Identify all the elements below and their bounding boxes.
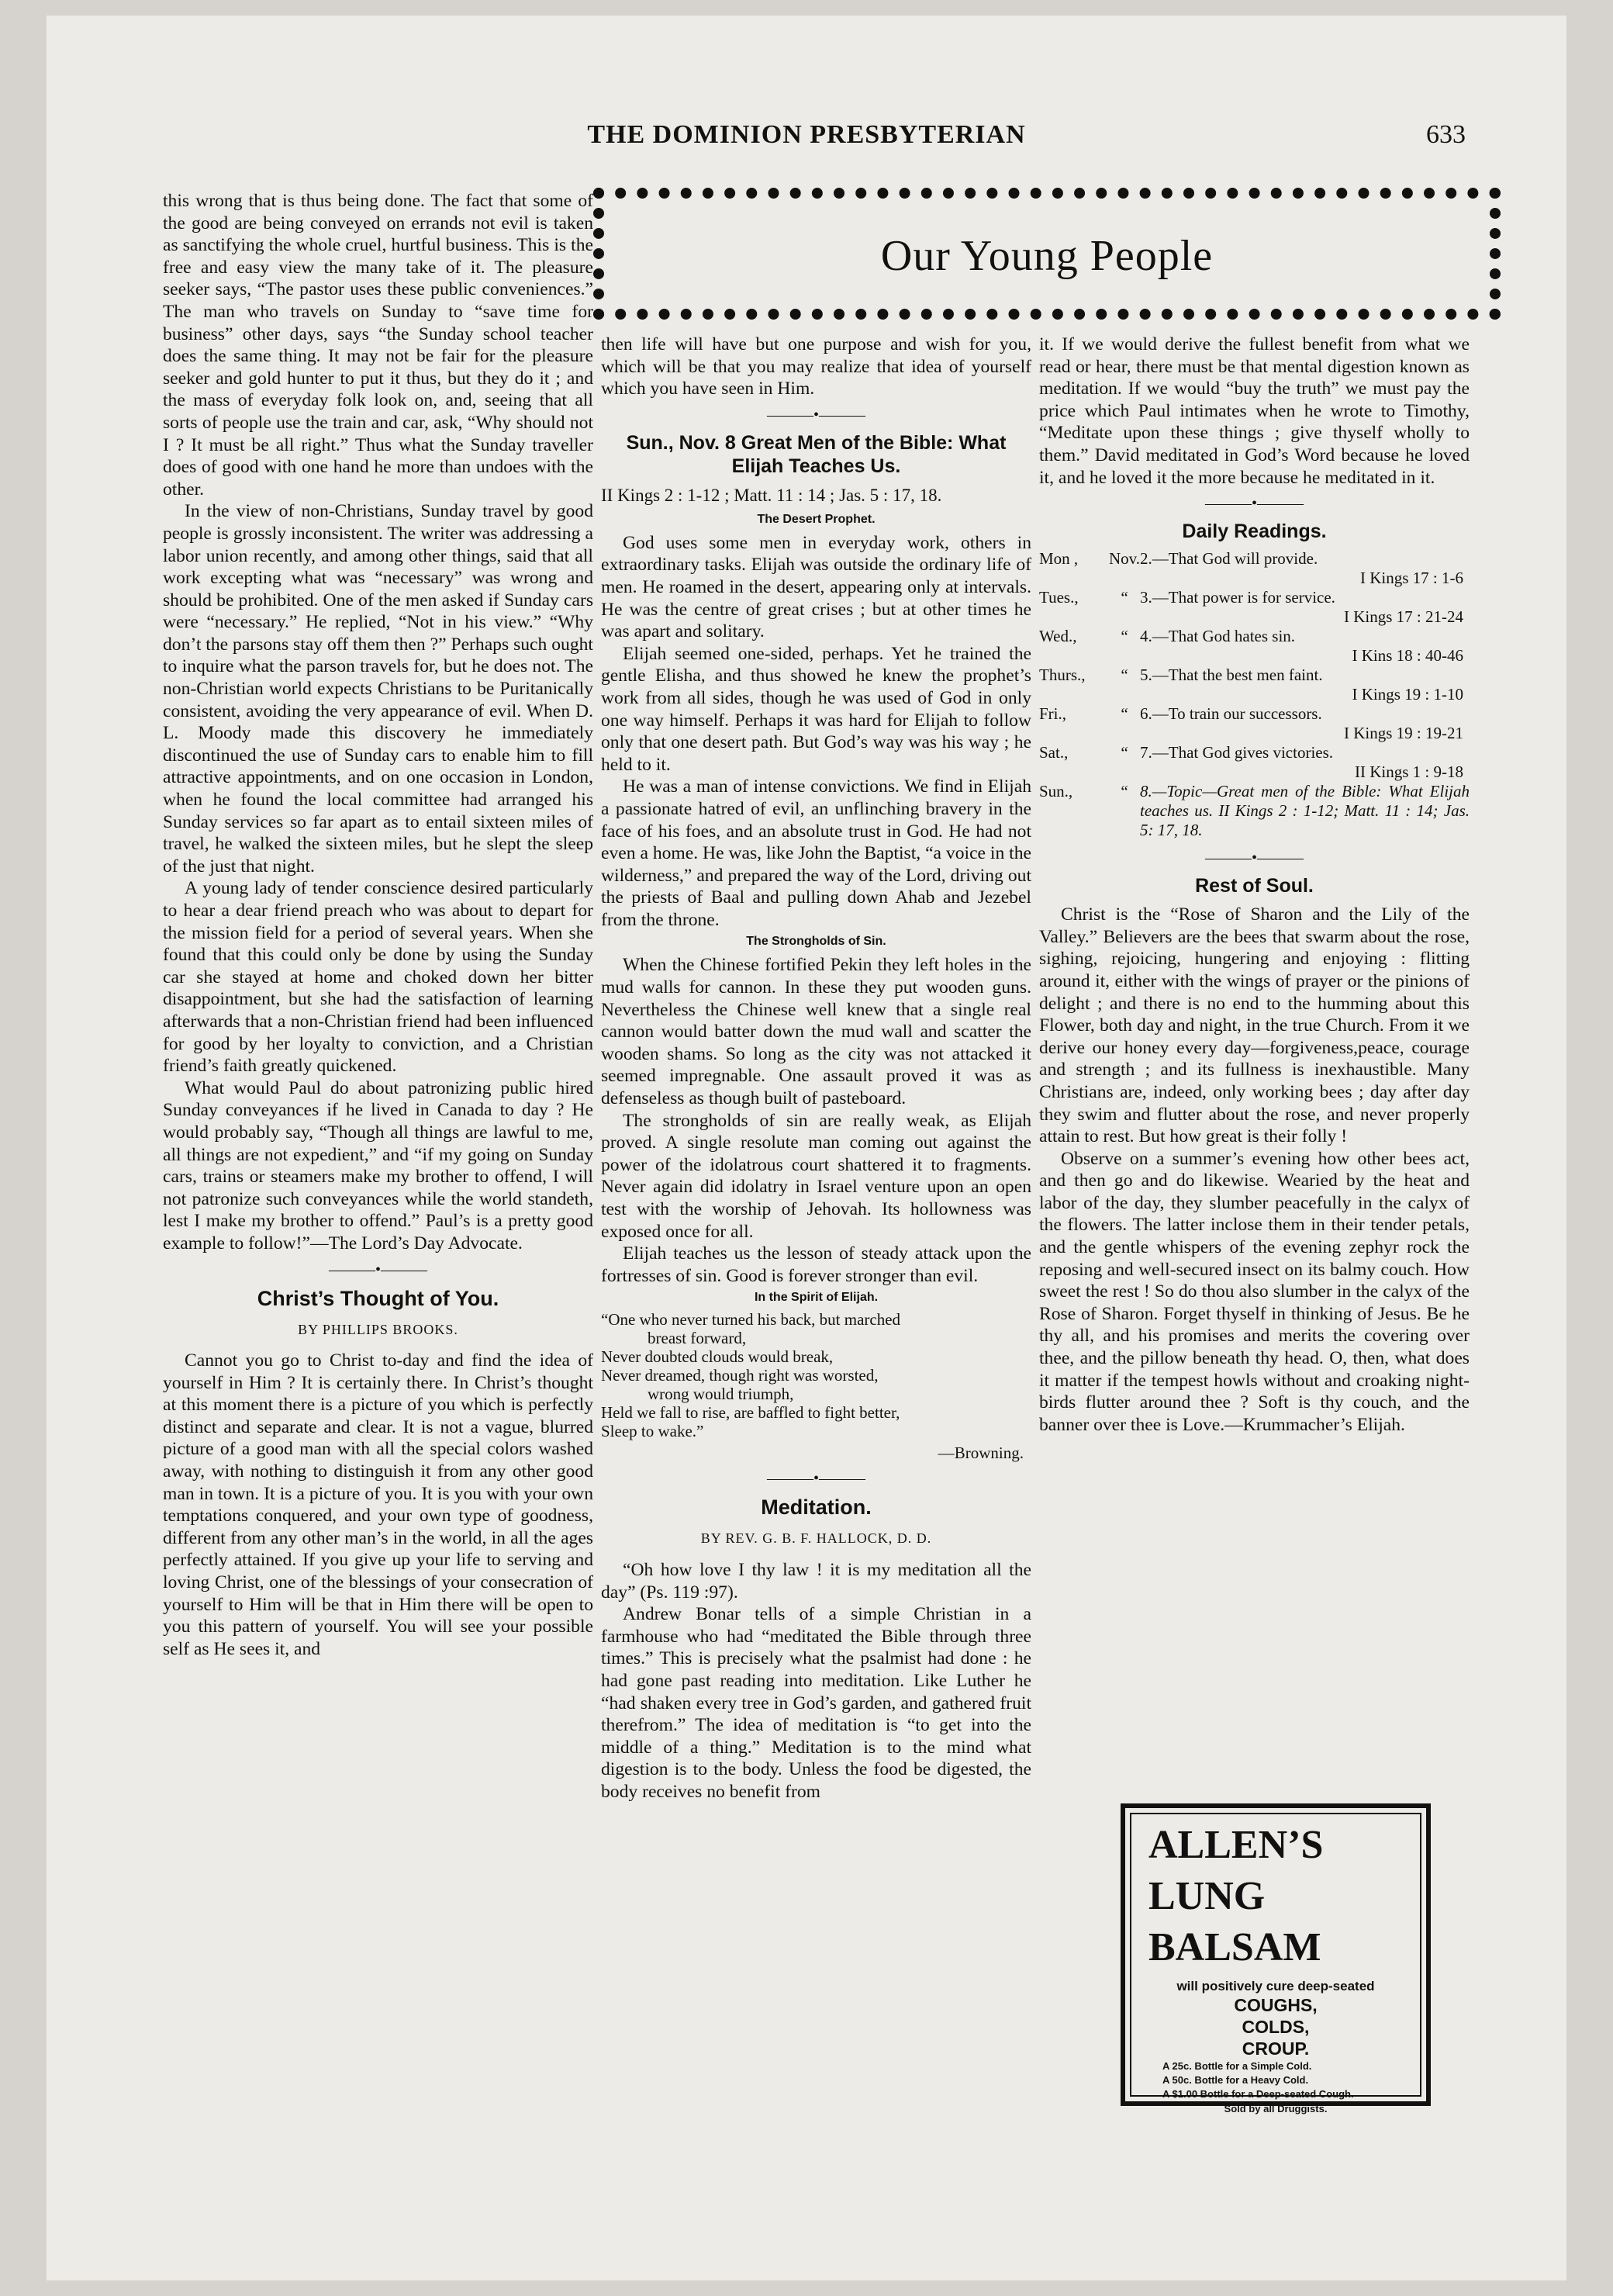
- reading-reference: I Kings 17 : 1-6: [1360, 569, 1463, 588]
- poem: [601, 1310, 1031, 1462]
- ad-brand-line: LUNG: [1148, 1874, 1266, 1918]
- paragraph: What would Paul do about patronizing public hired Sunday conveyances if he lived in Canada to day ? He would probably say, “Though all things are lawful to me, all things are not expedient,” and “if my going on Sunday cars, trains or steamers make my brother to offend, I will not patronize such conveyances while the world standeth, lest I make my brother to offend.” Paul’s is a pretty good example to follow!”—The Lord’s Day Advocate.: [163, 1077, 593, 1253]
- byline: BY PHILLIPS BROOKS.: [298, 1321, 458, 1337]
- newspaper-page: [47, 16, 1566, 2280]
- ad-brand-line: ALLEN’S: [1148, 1823, 1324, 1867]
- reading-month: “: [1121, 627, 1128, 646]
- reading-reference: I Kings 19 : 1-10: [1352, 685, 1463, 704]
- advertisement-frame: [1130, 1813, 1421, 2114]
- section-title: Our Young People: [880, 232, 1214, 280]
- separator: ———•———: [1204, 849, 1304, 867]
- reading-entry: [1039, 704, 1470, 743]
- reading-text: 5.—That the best men faint.: [1140, 666, 1323, 685]
- poem-line: Never dreamed, though right was worsted,: [601, 1366, 879, 1385]
- reading-entry: [1039, 627, 1470, 666]
- paragraph: then life will have but one purpose and wish for you, which will be that you may realize that idea of yourself which you have seen in Him.: [601, 334, 1031, 399]
- paragraph: Elijah seemed one-sided, perhaps. Yet he trained the gentle Elisha, and thus showed he knew the prophet’s work from all sides, though he was used of God in only one way himself. Perhaps it was hard for Elijah to follow only that one desert path. But God’s way was his way ; he held to it.: [601, 643, 1031, 775]
- reading-topic: 8.—Topic—Great men of the Bible: What Elijah teaches us. II Kings 2 : 1-12; Matt. 11 : 14; Jas. 5: 17, 18.: [1140, 782, 1470, 840]
- separator: ———•———: [766, 1470, 865, 1488]
- paragraph: it. If we would derive the fullest benefit from what we read or hear, there must be that mental digestion known as meditation. If we would “buy the truth” we must pay the price which Paul intimates when he wrote to Timothy, “Meditate upon these things ; give thyself wholly to them.” David meditated in God’s Word because he loved it, and he loved it the more because he meditated in it.: [1039, 334, 1470, 488]
- article-heading: Christ’s Thought of You.: [257, 1286, 499, 1310]
- poem-line: Held we fall to rise, are baffled to fight better,: [601, 1403, 900, 1423]
- column-2: [601, 334, 1031, 1803]
- paragraph: “Oh how love I thy law ! it is my meditation all the day” (Ps. 119 :97).: [601, 1559, 1031, 1603]
- scripture-references: II Kings 2 : 1-12 ; Matt. 11 : 14 ; Jas. 5 : 17, 18.: [601, 485, 942, 505]
- reading-entry: [1039, 666, 1470, 704]
- reading-reference: I Kings 17 : 21-24: [1344, 607, 1463, 627]
- reading-entry: [1039, 549, 1470, 588]
- section-banner: [593, 188, 1501, 320]
- article-heading: Rest of Soul.: [1195, 875, 1314, 897]
- separator: ———•———: [766, 406, 865, 424]
- daily-readings: [1039, 549, 1470, 840]
- ad-brand-line: BALSAM: [1148, 1925, 1321, 1969]
- reading-text: 3.—That power is for service.: [1140, 588, 1335, 607]
- reading-day: Sat.,: [1039, 743, 1069, 762]
- reading-day: Mon ,: [1039, 549, 1079, 569]
- separator: ———•———: [1204, 495, 1304, 513]
- ad-sold-by: Sold by all Druggists.: [1224, 2103, 1328, 2114]
- paragraph: Andrew Bonar tells of a simple Christian in a farmhouse who had “meditated the Bible through three times.” This is precisely what the psalmist had done : he had gone past reading into meditation. Like Luther he “had shaken every tree in God’s garden, and gathered fruit therefrom.” The idea of meditation is “to get into the middle of a thing.” Meditation is to the mind what digestion is to the body. Unless the food be digested, the body receives no benefit from: [601, 1604, 1031, 1802]
- column-1: [163, 190, 593, 1660]
- subheading: In the Spirit of Elijah.: [754, 1291, 879, 1305]
- reading-day: Sun.,: [1039, 782, 1073, 801]
- ad-tagline: will positively cure deep-seated: [1176, 1979, 1375, 1993]
- poem-line: Never doubted clouds would break,: [601, 1347, 834, 1367]
- reading-month: Nov.: [1109, 549, 1141, 569]
- poem-line: “One who never turned his back, but marched: [601, 1310, 901, 1330]
- poem-line: breast forward,: [648, 1329, 747, 1348]
- column-3: [1039, 334, 1470, 1436]
- reading-day: Wed.,: [1039, 627, 1077, 646]
- ad-ailment: COUGHS,: [1234, 1995, 1318, 2015]
- page-number: 633: [1426, 120, 1466, 149]
- reading-text: 2.—That God will provide.: [1140, 549, 1318, 569]
- paragraph: Christ is the “Rose of Sharon and the Lily of the Valley.” Believers are the bees that swarm about the rose, sighing, rejoicing, hungering and enjoying : flitting around it, either with the wings of prayer or the pinions of delight ; and there is no end to the humming about this Flower, both day and night, in the true Church. From it we derive our honey every day—forgiveness,peace, courage and strength ; and its fullness is inexhaustible. Many Christians are, indeed, only working bees ; day after day they swim and flutter about the rose, and never properly attain to rest. But how great is their folly !: [1039, 904, 1470, 1147]
- reading-month: “: [1121, 666, 1128, 685]
- reading-month: “: [1121, 743, 1128, 762]
- reading-entry: [1039, 588, 1470, 627]
- paragraph: When the Chinese fortified Pekin they left holes in the mud walls for cannon. In these they put wooden guns. Nevertheless the Chinese well knew that a single real cannon would batter down the mud wall and scatter the wooden shams. So long as the city was not attacked it seemed impregnable. One assault proved it was as defenseless as though built of pasteboard.: [601, 955, 1031, 1109]
- reading-day: Tues.,: [1039, 588, 1079, 607]
- reading-reference: I Kins 18 : 40-46: [1352, 646, 1463, 666]
- byline: BY REV. G. B. F. HALLOCK, D. D.: [700, 1530, 932, 1547]
- reading-text: 4.—That God hates sin.: [1140, 627, 1296, 646]
- reading-month: “: [1121, 588, 1128, 607]
- article-heading: Daily Readings.: [1182, 520, 1327, 543]
- article-heading: Sun., Nov. 8 Great Men of the Bible: What Elijah Teaches Us.: [626, 431, 1007, 477]
- ad-price: A $1.00 Bottle for a Deep-seated Cough.: [1162, 2088, 1354, 2100]
- subheading: The Desert Prophet.: [757, 512, 876, 526]
- paragraph: Elijah teaches us the lesson of steady attack upon the fortresses of sin. Good is forever stronger than evil.: [601, 1243, 1031, 1286]
- paragraph: God uses some men in everyday work, others in extraordinary tasks. Elijah was outside the ordinary life of men. He roamed in the desert, appearing only at intervals. He was the centre of great crises ; but at other times he was apart and solitary.: [601, 532, 1031, 642]
- poem-line: Sleep to wake.”: [601, 1422, 704, 1441]
- ad-price: A 50c. Bottle for a Heavy Cold.: [1162, 2074, 1309, 2086]
- reading-entry: [1039, 743, 1470, 782]
- page-header: [47, 120, 1566, 159]
- paragraph: He was a man of intense convictions. We find in Elijah a passionate hatred of evil, an unflinching bravery in the face of his foes, and an absolute trust in God. He had not even a home. He was, like John the Baptist, “a voice in the wilderness,” and prepared the way of the Lord, driving out the priests of Baal and pulling down Ahab and Jezebel from the throne.: [601, 776, 1031, 930]
- separator: ———•———: [328, 1260, 427, 1278]
- reading-text: 7.—That God gives victories.: [1140, 743, 1334, 762]
- reading-month: “: [1121, 782, 1128, 801]
- advertisement-allens-lung-balsam: [1121, 1803, 1431, 2114]
- reading-day: Fri.,: [1039, 704, 1067, 724]
- reading-reference: I Kings 19 : 19-21: [1344, 724, 1463, 743]
- reading-day: Thurs.,: [1039, 666, 1086, 685]
- ad-price: A 25c. Bottle for a Simple Cold.: [1162, 2060, 1312, 2072]
- reading-text: 6.—To train our successors.: [1140, 704, 1322, 724]
- ad-ailment: CROUP.: [1242, 2038, 1310, 2059]
- paragraph: A young lady of tender conscience desired particularly to hear a dear friend preach who was about to depart for the mission field for a period of several years. When she found that this could only be done by using the Sunday car she stayed at home and choked down her bitter disappointment, but she had the satisfaction of learning afterwards that a non-Christian friend had been influenced for good by her loyalty to conviction, and a Christian friend’s faith greatly quickened.: [163, 878, 593, 1077]
- reading-reference: II Kings 1 : 9-18: [1355, 762, 1463, 782]
- paragraph: In the view of non-Christians, Sunday travel by good people is grossly inconsistent. The writer was addressing a labor union recently, and among other things, said that all work excepting what was “necessary” was wrong and should be prohibited. One of the men asked if Sunday cars were “necessary.” He replied, “Not in his view.” “Why don’t the parsons stay off them then ?” Perhaps such ought to inquire what the parson travels for, but he does not. The non-Christian world expects Christians to be Puritanically consistent, avoiding the very appearance of evil. When D. L. Moody made this discovery he immediately discontinued the use of Sunday cars to enable him to fill attractive appointments, and on one occasion in London, when he found the local committee had arranged his Sunday services so far apart as to entail sixteen miles of travel, he walked the sixteen miles, but he slept the sleep of the just that night.: [163, 501, 593, 877]
- ad-ailment: COLDS,: [1242, 2017, 1310, 2037]
- reading-month: “: [1121, 704, 1128, 724]
- publication-title: THE DOMINION PRESBYTERIAN: [587, 120, 1026, 149]
- paragraph: this wrong that is thus being done. The fact that some of the good are being conveyed on errands not evil is taken as sanctifying the whole cruel, hurtful business. This is the free and easy view the many take of it. The pleasure seeker says, “The pastor uses these public conveniences.” The man who travels on Sunday to “save time for business” other days, says “the Sunday school teacher does the same thing. It may not be fair for the pleasure seeker and gold hunter to put it thus, but they do it ; and the mass of everyday folk look on, and, seeing that all sorts of people use the train and car, ask, “Why should not I ? It must be all right.” Thus what the Sunday traveller does of good with one hand he more than undoes with the other.: [163, 191, 593, 500]
- subheading: The Strongholds of Sin.: [746, 935, 886, 949]
- reading-entry-sunday: [1039, 782, 1470, 840]
- poem-attribution: —Browning.: [938, 1444, 1024, 1463]
- poem-line: wrong would triumph,: [648, 1385, 794, 1404]
- paragraph: The strongholds of sin are really weak, as Elijah proved. A single resolute man coming out against the power of the idolatrous court shattered it to fragments. Never again did idolatry in Israel venture upon an open test with the worship of Jehovah. Its hollowness was exposed once for all.: [601, 1110, 1031, 1242]
- paragraph: Observe on a summer’s evening how other bees act, and then go and do likewise. Wearied by the heat and labor of the day, they slumber peacefully in the calyx of the flowers. The latter inclose them in their tender petals, and the gentle whispers of the evening zephyr rock the reposing and well-secured insect on its balmy couch. How sweet the rest ! So do thou also slumber in the calyx of the Rose of Sharon. Forget thyself in thinking of Jesus. Be he thy all, and his promises and merits the covering over thee, and the pillow beneath thy head. O, then, what does it matter if the tempest howls without and croaking night-birds flutter around thee ? Soft is thy couch, and the banner over thee is Love.—Krummacher’s Elijah.: [1039, 1148, 1470, 1435]
- paragraph: Cannot you go to Christ to-day and find the idea of yourself in Him ? It is certainly there. In Christ’s thought at this moment there is a picture of you which is perfectly distinct and separate and clear. It is not a vague, blurred picture of a good man with all the special colors washed away, with nothing to distinguish it from any other good man in town. It is a picture of you. It is you with your own temptations conquered, and your own type of goodness, different from any other man’s in the world, in all the ages perfectly attained. If you give up your life to serving and loving Christ, one of the blessings of your consecration of yourself to Him will be that in Him there will be open to you this pattern of yourself. You will see your possible self as He sees it, and: [163, 1350, 593, 1659]
- article-heading: Meditation.: [761, 1496, 872, 1520]
